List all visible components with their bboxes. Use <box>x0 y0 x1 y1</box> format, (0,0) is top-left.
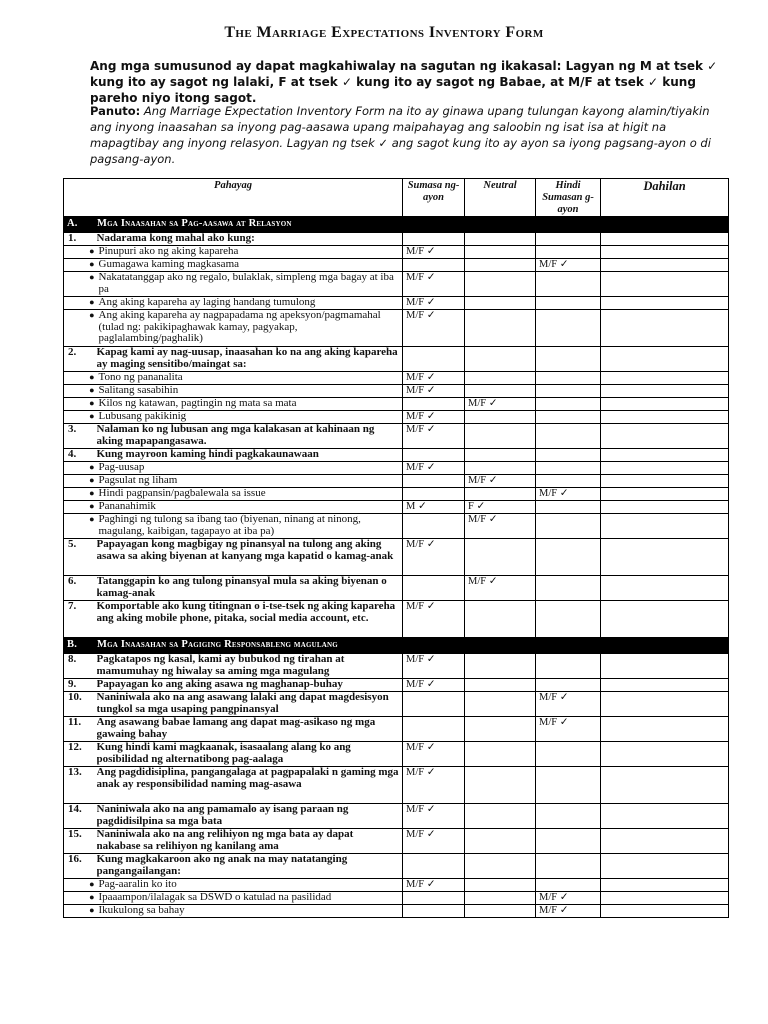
sumasang-ayon-cell: M/F ✓ <box>403 804 465 829</box>
neutral-cell <box>465 424 536 449</box>
neutral-cell <box>465 905 536 918</box>
neutral-cell <box>465 892 536 905</box>
dahilan-cell <box>601 297 729 310</box>
sumasang-ayon-cell <box>403 514 465 539</box>
option-row <box>64 488 729 501</box>
neutral-cell <box>465 246 536 259</box>
option-text: Ipaaampon/ilalagak sa DSWD o katulad na pasilidad <box>97 892 403 905</box>
dahilan-cell <box>601 767 729 804</box>
hindi-sumasang-ayon-cell <box>536 576 601 601</box>
dahilan-cell <box>601 347 729 372</box>
question-row <box>64 539 729 576</box>
question-text: Kung magkakaroon ako ng anak na may natatanging pangangailangan: <box>97 854 403 879</box>
bullet-icon: ● <box>89 411 95 421</box>
question-text: Kung mayroon kaming hindi pagkakaunawaan <box>97 449 403 462</box>
option-row <box>64 259 729 272</box>
hindi-sumasang-ayon-cell <box>536 742 601 767</box>
neutral-cell <box>465 385 536 398</box>
neutral-cell <box>465 767 536 804</box>
dahilan-cell <box>601 854 729 879</box>
sumasang-ayon-cell <box>403 905 465 918</box>
bullet-cell <box>64 905 97 918</box>
neutral-cell <box>465 601 536 638</box>
option-row <box>64 514 729 539</box>
panuto-label: Panuto: <box>90 104 141 118</box>
question-row <box>64 742 729 767</box>
question-row <box>64 679 729 692</box>
dahilan-cell <box>601 514 729 539</box>
question-number: 4. <box>64 449 97 462</box>
header-pahayag: Pahayag <box>64 179 403 217</box>
option-text: Hindi pagpansin/pagbalewala sa issue <box>97 488 403 501</box>
option-text: Ang aking kapareha ay nagpapadama ng apeksyon/pagmamahal (tulad ng: pakikipaghawak kamay, pagyakap, paglalambing/paghalik) <box>97 310 403 347</box>
option-row <box>64 501 729 514</box>
dahilan-cell <box>601 905 729 918</box>
option-text: Nakatatanggap ako ng regalo, bulaklak, simpleng mga bagay at iba pa <box>97 272 403 297</box>
option-row <box>64 475 729 488</box>
question-number: 10. <box>64 692 97 717</box>
bullet-icon: ● <box>89 892 95 902</box>
hindi-sumasang-ayon-cell: M/F ✓ <box>536 717 601 742</box>
sumasang-ayon-cell: M/F ✓ <box>403 372 465 385</box>
neutral-cell <box>465 879 536 892</box>
neutral-cell <box>465 411 536 424</box>
table-body <box>64 217 729 918</box>
neutral-cell: M/F ✓ <box>465 576 536 601</box>
intro-instructions: Ang mga sumusunod ay dapat magkahiwalay na sagutan ng ikakasal: Lagyan ng M at tsek ✓ kung ito ay sagot ng lalaki, F at tsek ✓ kung ito ay sagot ng Babae, at M/F at tsek ✓ kung pareho niyo itong sagot. <box>90 59 718 105</box>
question-text: Naniniwala ako na ang relihiyon ng mga bata ay dapat nakabase sa relihiyon ng kanilang ama <box>97 829 403 854</box>
bullet-icon: ● <box>89 246 95 256</box>
option-row <box>64 297 729 310</box>
bullet-cell <box>64 259 97 272</box>
inventory-table <box>63 178 729 918</box>
question-number: 12. <box>64 742 97 767</box>
sumasang-ayon-cell <box>403 854 465 879</box>
question-row <box>64 829 729 854</box>
dahilan-cell <box>601 501 729 514</box>
bullet-cell <box>64 892 97 905</box>
dahilan-cell <box>601 398 729 411</box>
dahilan-cell <box>601 475 729 488</box>
hindi-sumasang-ayon-cell <box>536 246 601 259</box>
option-text: Paghingi ng tulong sa ibang tao (biyenan, ninang at ninong, magulang, kaibigan, tagapayo at iba pa) <box>97 514 403 539</box>
hindi-sumasang-ayon-cell <box>536 310 601 347</box>
bullet-icon: ● <box>89 501 95 511</box>
option-text: Pinupuri ako ng aking kapareha <box>97 246 403 259</box>
dahilan-cell <box>601 576 729 601</box>
question-text: Kapag kami ay nag-uusap, inaasahan ko na ang aking kapareha ay maging sensitibo/maingat sa: <box>97 347 403 372</box>
hindi-sumasang-ayon-cell <box>536 601 601 638</box>
hindi-sumasang-ayon-cell <box>536 804 601 829</box>
hindi-sumasang-ayon-cell <box>536 654 601 679</box>
neutral-cell <box>465 742 536 767</box>
hindi-sumasang-ayon-cell: M/F ✓ <box>536 892 601 905</box>
question-number: 13. <box>64 767 97 804</box>
bullet-cell <box>64 272 97 297</box>
neutral-cell <box>465 272 536 297</box>
dahilan-cell <box>601 742 729 767</box>
option-row <box>64 385 729 398</box>
hindi-sumasang-ayon-cell <box>536 398 601 411</box>
neutral-cell <box>465 488 536 501</box>
bullet-cell <box>64 488 97 501</box>
option-text: Pagsulat ng liham <box>97 475 403 488</box>
dahilan-cell <box>601 272 729 297</box>
question-number: 8. <box>64 654 97 679</box>
dahilan-cell <box>601 679 729 692</box>
bullet-cell <box>64 514 97 539</box>
sumasang-ayon-cell: M/F ✓ <box>403 742 465 767</box>
bullet-cell <box>64 475 97 488</box>
question-text: Naniniwala ako na ang asawang lalaki ang dapat magdesisyon tungkol sa mga usaping pangpinansyal <box>97 692 403 717</box>
bullet-icon: ● <box>89 259 95 269</box>
question-row <box>64 449 729 462</box>
question-number: 7. <box>64 601 97 638</box>
option-text: Ikukulong sa bahay <box>97 905 403 918</box>
hindi-sumasang-ayon-cell <box>536 449 601 462</box>
hindi-sumasang-ayon-cell <box>536 297 601 310</box>
section-header <box>64 638 729 654</box>
neutral-cell <box>465 449 536 462</box>
bullet-icon: ● <box>89 475 95 485</box>
question-text: Papayagan kong magbigay ng pinansyal na tulong ang aking asawa sa aking biyenan at kanyang mga kapatid o kamag-anak <box>97 539 403 576</box>
option-row <box>64 272 729 297</box>
form-title: The Marriage Expectations Inventory Form <box>224 24 544 41</box>
bullet-icon: ● <box>89 905 95 915</box>
option-text: Pananahimik <box>97 501 403 514</box>
header-sumasang-ayon: Sumasa ng-ayon <box>403 179 465 217</box>
question-number: 9. <box>64 679 97 692</box>
option-row <box>64 310 729 347</box>
dahilan-cell <box>601 879 729 892</box>
bullet-icon: ● <box>89 297 95 307</box>
neutral-cell <box>465 233 536 246</box>
neutral-cell <box>465 829 536 854</box>
hindi-sumasang-ayon-cell <box>536 879 601 892</box>
neutral-cell <box>465 347 536 372</box>
hindi-sumasang-ayon-cell <box>536 385 601 398</box>
neutral-cell <box>465 372 536 385</box>
dahilan-cell <box>601 424 729 449</box>
hindi-sumasang-ayon-cell: M/F ✓ <box>536 259 601 272</box>
question-number: 3. <box>64 424 97 449</box>
option-text: Ang aking kapareha ay laging handang tumulong <box>97 297 403 310</box>
sumasang-ayon-cell <box>403 449 465 462</box>
sumasang-ayon-cell: M/F ✓ <box>403 539 465 576</box>
bullet-icon: ● <box>89 385 95 395</box>
option-row <box>64 892 729 905</box>
neutral-cell: M/F ✓ <box>465 475 536 488</box>
hindi-sumasang-ayon-cell <box>536 679 601 692</box>
dahilan-cell <box>601 717 729 742</box>
sumasang-ayon-cell <box>403 398 465 411</box>
question-number: 2. <box>64 347 97 372</box>
bullet-cell <box>64 411 97 424</box>
bullet-cell <box>64 501 97 514</box>
sumasang-ayon-cell: M/F ✓ <box>403 829 465 854</box>
sumasang-ayon-cell <box>403 259 465 272</box>
sumasang-ayon-cell: M/F ✓ <box>403 272 465 297</box>
header-dahilan: Dahilan <box>601 179 729 217</box>
neutral-cell <box>465 259 536 272</box>
dahilan-cell <box>601 654 729 679</box>
dahilan-cell <box>601 411 729 424</box>
question-number: 11. <box>64 717 97 742</box>
option-row <box>64 411 729 424</box>
hindi-sumasang-ayon-cell <box>536 539 601 576</box>
neutral-cell <box>465 297 536 310</box>
question-number: 6. <box>64 576 97 601</box>
bullet-icon: ● <box>89 462 95 472</box>
sumasang-ayon-cell <box>403 475 465 488</box>
sumasang-ayon-cell: M/F ✓ <box>403 310 465 347</box>
neutral-cell <box>465 654 536 679</box>
section-title: Mga Inaasahan sa Pag-aasawa at Relasyon <box>97 218 292 229</box>
hindi-sumasang-ayon-cell <box>536 829 601 854</box>
option-text: Kilos ng katawan, pagtingin ng mata sa mata <box>97 398 403 411</box>
question-row <box>64 576 729 601</box>
panuto-text: Ang Marriage Expectation Inventory Form na ito ay ginawa upang tulungan kayong alamin/tiyakin ang inyong inaasahan sa inyong pag-aasawa upang maipahayag ang saloobin ng isat isa at higit na mapagtibay ang inyong relasyon. Lagyan ng tsek ✓ ang sagot kung ito ay ayon sa iyong pagsang-ayon o di pagsang-ayon. <box>90 104 711 166</box>
bullet-icon: ● <box>89 514 95 524</box>
sumasang-ayon-cell <box>403 692 465 717</box>
neutral-cell <box>465 804 536 829</box>
dahilan-cell <box>601 892 729 905</box>
question-number: 14. <box>64 804 97 829</box>
bullet-cell <box>64 246 97 259</box>
bullet-icon: ● <box>89 272 95 282</box>
bullet-cell <box>64 372 97 385</box>
question-text: Papayagan ko ang aking asawa ng maghanap-buhay <box>97 679 403 692</box>
panuto-paragraph <box>90 103 730 167</box>
hindi-sumasang-ayon-cell <box>536 462 601 475</box>
bullet-cell <box>64 879 97 892</box>
dahilan-cell <box>601 488 729 501</box>
question-row <box>64 601 729 638</box>
sumasang-ayon-cell <box>403 576 465 601</box>
hindi-sumasang-ayon-cell <box>536 501 601 514</box>
question-row <box>64 767 729 804</box>
dahilan-cell <box>601 692 729 717</box>
option-row <box>64 879 729 892</box>
neutral-cell <box>465 310 536 347</box>
dahilan-cell <box>601 829 729 854</box>
bullet-icon: ● <box>89 372 95 382</box>
question-text: Nadarama kong mahal ako kung: <box>97 233 403 246</box>
sumasang-ayon-cell: M/F ✓ <box>403 424 465 449</box>
bullet-cell <box>64 310 97 347</box>
hindi-sumasang-ayon-cell <box>536 233 601 246</box>
neutral-cell <box>465 539 536 576</box>
neutral-cell: M/F ✓ <box>465 514 536 539</box>
hindi-sumasang-ayon-cell <box>536 411 601 424</box>
hindi-sumasang-ayon-cell <box>536 475 601 488</box>
neutral-cell <box>465 717 536 742</box>
hindi-sumasang-ayon-cell <box>536 854 601 879</box>
sumasang-ayon-cell: M/F ✓ <box>403 411 465 424</box>
dahilan-cell <box>601 601 729 638</box>
option-text: Gumagawa kaming magkasama <box>97 259 403 272</box>
hindi-sumasang-ayon-cell <box>536 347 601 372</box>
sumasang-ayon-cell <box>403 233 465 246</box>
question-number: 15. <box>64 829 97 854</box>
bullet-cell <box>64 385 97 398</box>
option-row <box>64 398 729 411</box>
hindi-sumasang-ayon-cell: M/F ✓ <box>536 488 601 501</box>
question-row <box>64 692 729 717</box>
sumasang-ayon-cell: M/F ✓ <box>403 601 465 638</box>
bullet-icon: ● <box>89 488 95 498</box>
option-row <box>64 905 729 918</box>
sumasang-ayon-cell <box>403 717 465 742</box>
bullet-cell <box>64 297 97 310</box>
sumasang-ayon-cell: M/F ✓ <box>403 385 465 398</box>
sumasang-ayon-cell: M/F ✓ <box>403 297 465 310</box>
sumasang-ayon-cell: M/F ✓ <box>403 767 465 804</box>
question-text: Naniniwala ako na ang pamamalo ay isang paraan ng pagdidisilpina sa mga bata <box>97 804 403 829</box>
bullet-icon: ● <box>89 879 95 889</box>
question-row <box>64 654 729 679</box>
dahilan-cell <box>601 449 729 462</box>
neutral-cell <box>465 462 536 475</box>
question-text: Pagkatapos ng kasal, kami ay bubukod ng tirahan at mamumuhay ng hiwalay sa aming mga magulang <box>97 654 403 679</box>
option-text: Pag-aaralin ko ito <box>97 879 403 892</box>
neutral-cell <box>465 692 536 717</box>
question-text: Ang asawang babae lamang ang dapat mag-asikaso ng mga gawaing bahay <box>97 717 403 742</box>
sumasang-ayon-cell: M/F ✓ <box>403 246 465 259</box>
dahilan-cell <box>601 246 729 259</box>
dahilan-cell <box>601 310 729 347</box>
neutral-cell <box>465 854 536 879</box>
option-row <box>64 246 729 259</box>
dahilan-cell <box>601 462 729 475</box>
bullet-icon: ● <box>89 398 95 408</box>
bullet-cell <box>64 462 97 475</box>
section-header <box>64 217 729 233</box>
question-row <box>64 854 729 879</box>
option-text: Salitang sasabihin <box>97 385 403 398</box>
question-row <box>64 424 729 449</box>
dahilan-cell <box>601 539 729 576</box>
dahilan-cell <box>601 804 729 829</box>
sumasang-ayon-cell <box>403 347 465 372</box>
question-number: 1. <box>64 233 97 246</box>
dahilan-cell <box>601 259 729 272</box>
table-header-row <box>64 179 729 217</box>
question-row <box>64 233 729 246</box>
question-text: Ang pagdidisiplina, pangangalaga at pagpapalaki n gaming mga anak ay responsibilidad naming mag-asawa <box>97 767 403 804</box>
section-letter: A. <box>67 218 78 229</box>
hindi-sumasang-ayon-cell <box>536 372 601 385</box>
sumasang-ayon-cell: M/F ✓ <box>403 654 465 679</box>
question-text: Komportable ako kung titingnan o i-tse-tsek ng aking kapareha ang aking mobile phone, pitaka, social media account, etc. <box>97 601 403 638</box>
header-hindi-sumasang-ayon: Hindi Sumasan g-ayon <box>536 179 601 217</box>
section-header-row <box>64 217 729 233</box>
question-row <box>64 347 729 372</box>
option-text: Lubusang pakikinig <box>97 411 403 424</box>
neutral-cell: F ✓ <box>465 501 536 514</box>
hindi-sumasang-ayon-cell <box>536 272 601 297</box>
sumasang-ayon-cell: M/F ✓ <box>403 879 465 892</box>
question-number: 5. <box>64 539 97 576</box>
question-row <box>64 717 729 742</box>
sumasang-ayon-cell: M ✓ <box>403 501 465 514</box>
hindi-sumasang-ayon-cell: M/F ✓ <box>536 905 601 918</box>
sumasang-ayon-cell: M/F ✓ <box>403 462 465 475</box>
hindi-sumasang-ayon-cell: M/F ✓ <box>536 692 601 717</box>
question-text: Kung hindi kami magkaanak, isasaalang alang ko ang posibilidad ng alternatibong pag-aalaga <box>97 742 403 767</box>
neutral-cell: M/F ✓ <box>465 398 536 411</box>
hindi-sumasang-ayon-cell <box>536 424 601 449</box>
question-text: Nalaman ko ng lubusan ang mga kalakasan at kahinaan ng aking mapapangasawa. <box>97 424 403 449</box>
hindi-sumasang-ayon-cell <box>536 767 601 804</box>
section-header-row <box>64 638 729 654</box>
dahilan-cell <box>601 385 729 398</box>
neutral-cell <box>465 679 536 692</box>
header-neutral: Neutral <box>465 179 536 217</box>
sumasang-ayon-cell <box>403 892 465 905</box>
bullet-cell <box>64 398 97 411</box>
dahilan-cell <box>601 372 729 385</box>
bullet-icon: ● <box>89 310 95 320</box>
option-row <box>64 462 729 475</box>
sumasang-ayon-cell: M/F ✓ <box>403 679 465 692</box>
hindi-sumasang-ayon-cell <box>536 514 601 539</box>
question-number: 16. <box>64 854 97 879</box>
question-row <box>64 804 729 829</box>
option-text: Pag-uusap <box>97 462 403 475</box>
section-letter: B. <box>67 639 78 650</box>
option-text: Tono ng pananalita <box>97 372 403 385</box>
dahilan-cell <box>601 233 729 246</box>
option-row <box>64 372 729 385</box>
sumasang-ayon-cell <box>403 488 465 501</box>
question-text: Tatanggapin ko ang tulong pinansyal mula sa aking biyenan o kamag-anak <box>97 576 403 601</box>
section-title: Mga Inaasahan sa Pagiging Responsableng magulang <box>97 639 338 650</box>
